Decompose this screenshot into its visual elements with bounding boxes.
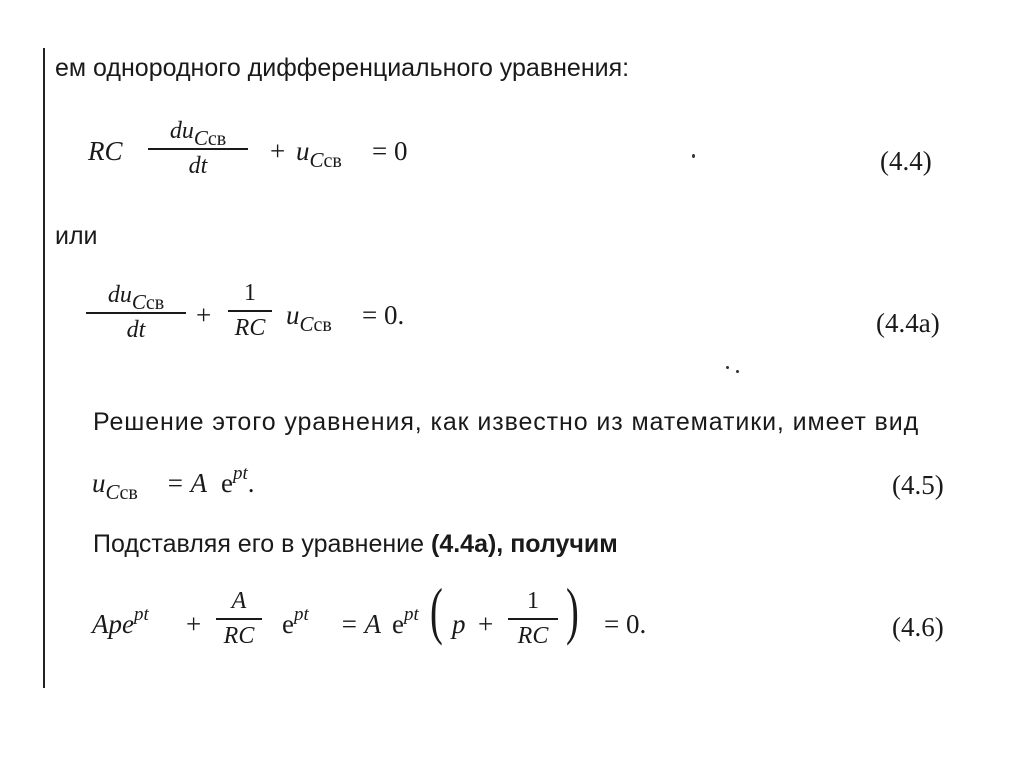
eq44-number: (4.4)	[880, 146, 932, 176]
solution-text: Решение этого уравнения, как известно из математики, имеет вид	[93, 408, 920, 436]
eq44a-numerator: duC$_{св}$	[107, 282, 165, 314]
margin-rule	[43, 48, 45, 688]
speck	[736, 370, 739, 373]
substitution-text: Подставляя его в уравнение (4.4а), получим	[93, 530, 618, 558]
eq45-number: (4.5)	[892, 470, 944, 500]
eq46-ape: Ape$^{pt}$	[92, 604, 149, 639]
eq44a-number: (4.4а)	[876, 308, 940, 338]
right-paren: )	[566, 575, 579, 646]
equation-reference: (4.4а), получим	[431, 530, 618, 558]
left-paren: (	[430, 575, 443, 646]
eq46-plus: +	[186, 609, 202, 639]
eq46-exp2: $e^{pt}$	[392, 604, 419, 639]
eq44a-denominator: dt	[126, 317, 146, 343]
or-word: или	[55, 222, 98, 250]
speck	[692, 154, 695, 158]
eq44-fraction	[148, 118, 248, 180]
eq45-a: = A	[166, 468, 207, 498]
eq46-p: p	[452, 609, 466, 639]
eq46-exp: $e^{pt}$	[282, 604, 309, 639]
eq45-exp: $e^{pt}$.	[221, 463, 255, 498]
eq44a-one-over-rc: 1 RC	[228, 280, 272, 342]
eq44-denominator: dt	[188, 153, 208, 179]
eq45-u: $u_{Cсв}$	[92, 468, 138, 504]
eq46-one-over-rc: 1 RC	[508, 588, 558, 650]
eq44-rc: RC	[88, 136, 123, 166]
eq46-number: (4.6)	[892, 612, 944, 642]
speck	[726, 366, 729, 369]
intro-line: ем однородного дифференциального уравнения:	[55, 54, 630, 82]
eq44a-rhs: = 0.	[362, 300, 405, 330]
eq44-u: $u_{Cсв}$	[296, 136, 342, 172]
eq44a-fraction	[86, 282, 186, 344]
eq44-rhs: = 0	[372, 136, 408, 166]
eq44a-u: $u_{Cсв}$	[286, 300, 332, 336]
eq46-plus2: +	[478, 609, 494, 639]
eq44a-plus: +	[196, 300, 212, 330]
eq46-a-over-rc: A RC	[216, 588, 262, 650]
eq46-eq-a: = A	[340, 609, 381, 639]
eq44-plus: +	[270, 136, 286, 166]
eq46-rhs: = 0.	[604, 609, 647, 639]
eq44-numerator: duC$_{св}$	[169, 118, 227, 150]
